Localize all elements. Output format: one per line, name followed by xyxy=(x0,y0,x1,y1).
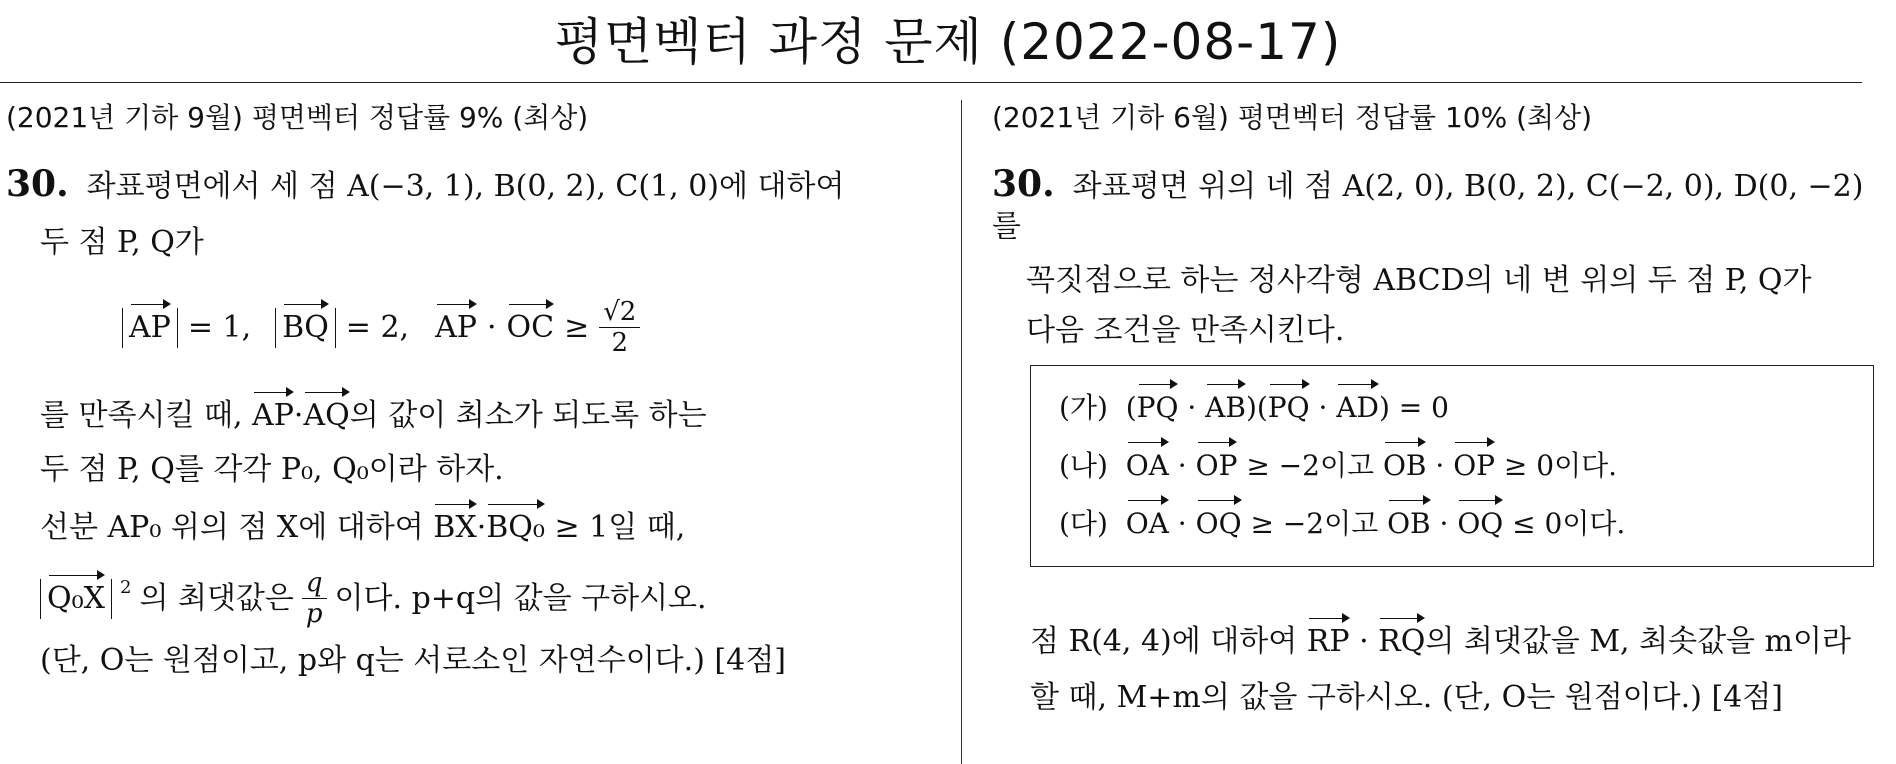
left-question-line1 xyxy=(6,164,946,207)
frac-q: q xyxy=(302,568,327,599)
right-question-number: 30. xyxy=(992,163,1055,205)
left-question-line5: 선분 AP₀ 위의 점 X에 대하여 BX·BQ₀ ≥ 1일 때, xyxy=(6,508,946,548)
right-question-text1: 좌표평면 위의 네 점 A(2, 0), B(0, 2), C(−2, 0), D(0, −2)를 xyxy=(992,169,1864,244)
vector-bq0: BQ₀ xyxy=(486,508,545,548)
exponent-2: 2 xyxy=(119,577,132,598)
title-divider xyxy=(0,82,1862,83)
right-question-line4: 점 R(4, 4)에 대하여 RP · RQ의 최댓값을 M, 최솟값을 m이라 xyxy=(1030,622,1851,662)
left-question-line2: 두 점 P, Q가 xyxy=(40,225,204,260)
vector-pq-2: PQ xyxy=(1268,388,1310,428)
label-na: (나) xyxy=(1059,449,1108,482)
vector-pq-1: PQ xyxy=(1137,388,1179,428)
right-question-line5: 할 때, M+m의 값을 구하시오. (단, O는 원점이다.) [4점] xyxy=(1030,680,1783,715)
left-question-text1: 좌표평면에서 세 점 A(−3, 1), B(0, 2), C(1, 0)에 대하여 xyxy=(86,169,845,204)
abs-ap xyxy=(122,308,178,348)
line3-pre: 를 만족시킬 때, xyxy=(40,398,243,433)
right-question-line1 xyxy=(992,164,1882,247)
vector-ap: AP xyxy=(129,308,171,348)
vector-ob-1: OB xyxy=(1383,446,1427,486)
condition-da: (다) OA · OQ ≥ −2이고 OB · OQ ≤ 0이다. xyxy=(1059,504,1625,544)
vector-oq-2: OQ xyxy=(1457,504,1503,544)
abs-bq xyxy=(275,308,336,348)
eq-1: = 1, xyxy=(187,309,252,345)
vector-rp: RP xyxy=(1307,622,1350,662)
left-condition-equation xyxy=(6,297,946,358)
na-post: ≥ 0이다. xyxy=(1503,449,1618,482)
vector-ap-dot: AP xyxy=(435,308,477,348)
left-question-line6 xyxy=(6,568,946,629)
vector-ad: AD xyxy=(1336,388,1379,428)
frac-num: √2 xyxy=(599,297,640,328)
right-problem-header: (2021년 기하 6월) 평면벡터 정답률 10% (최상) xyxy=(992,101,1593,134)
vector-rq: RQ xyxy=(1378,622,1425,662)
right-problem xyxy=(992,96,1882,351)
frac-den: 2 xyxy=(611,328,629,358)
line5-pre: 선분 AP₀ 위의 점 X에 대하여 xyxy=(40,510,424,545)
left-problem xyxy=(6,96,946,681)
vector-oa-2: OA xyxy=(1126,504,1169,544)
left-question-line4: 두 점 P, Q를 각각 P₀, Q₀이라 하자. xyxy=(40,452,504,487)
label-da: (다) xyxy=(1059,507,1108,540)
label-ga: (가) xyxy=(1059,391,1108,424)
na-mid: ≥ −2이고 xyxy=(1246,449,1375,482)
condition-box xyxy=(1030,365,1874,567)
sqrt2-over-2 xyxy=(599,297,640,358)
vector-bx: BX xyxy=(433,508,476,548)
vector-op-1: OP xyxy=(1196,446,1238,486)
vector-q0x: Q₀X xyxy=(47,579,105,619)
page-title: 평면벡터 과정 문제 (2022-08-17) xyxy=(554,13,1342,71)
da-mid: ≥ −2이고 xyxy=(1250,507,1379,540)
r-line4-post: 의 최댓값을 M, 최솟값을 m이라 xyxy=(1425,624,1851,659)
abs-q0x xyxy=(40,579,112,619)
line6-post: 이다. p+q의 값을 구하시오. xyxy=(334,580,707,616)
vector-oc: OC xyxy=(507,308,555,348)
right-question-line2: 꼭짓점으로 하는 정사각형 ABCD의 네 변 위의 두 점 P, Q가 xyxy=(1026,263,1812,298)
ge-op: ≥ xyxy=(564,309,590,345)
frac-p: p xyxy=(305,599,323,629)
ga-post: = 0 xyxy=(1398,391,1449,424)
left-problem-header: (2021년 기하 9월) 평면벡터 정답률 9% (최상) xyxy=(6,101,589,134)
right-question-line3: 다음 조건을 만족시킨다. xyxy=(1026,313,1345,348)
left-question-line3: 를 만족시킬 때, AP·AQ의 값이 최소가 되도록 하는 xyxy=(6,396,946,436)
vector-ap-2: AP xyxy=(252,396,294,436)
condition-ga: (가) (PQ · AB)(PQ · AD) = 0 xyxy=(1059,388,1449,428)
left-question-number: 30. xyxy=(6,163,69,205)
vector-ab: AB xyxy=(1205,388,1246,428)
line3-post: 의 값이 최소가 되도록 하는 xyxy=(349,398,707,433)
line5-post: ≥ 1일 때, xyxy=(554,510,686,545)
da-post: ≤ 0이다. xyxy=(1512,507,1626,540)
vector-bq: BQ xyxy=(282,308,329,348)
vector-op-2: OP xyxy=(1453,446,1495,486)
vector-ob-2: OB xyxy=(1387,504,1431,544)
q-over-p xyxy=(302,568,327,629)
condition-na: (나) OA · OP ≥ −2이고 OB · OP ≥ 0이다. xyxy=(1059,446,1617,486)
line6-mid: 의 최댓값은 xyxy=(139,580,294,616)
left-question-line7: (단, O는 원점이고, p와 q는 서로소인 자연수이다.) [4점] xyxy=(40,643,786,678)
dot-op: · xyxy=(486,309,497,345)
vector-aq: AQ xyxy=(303,396,349,436)
vector-oa-1: OA xyxy=(1126,446,1169,486)
vector-oq-1: OQ xyxy=(1196,504,1242,544)
column-divider xyxy=(961,100,962,764)
r-line4-pre: 점 R(4, 4)에 대하여 xyxy=(1030,624,1298,659)
eq-2: = 2, xyxy=(345,309,410,345)
